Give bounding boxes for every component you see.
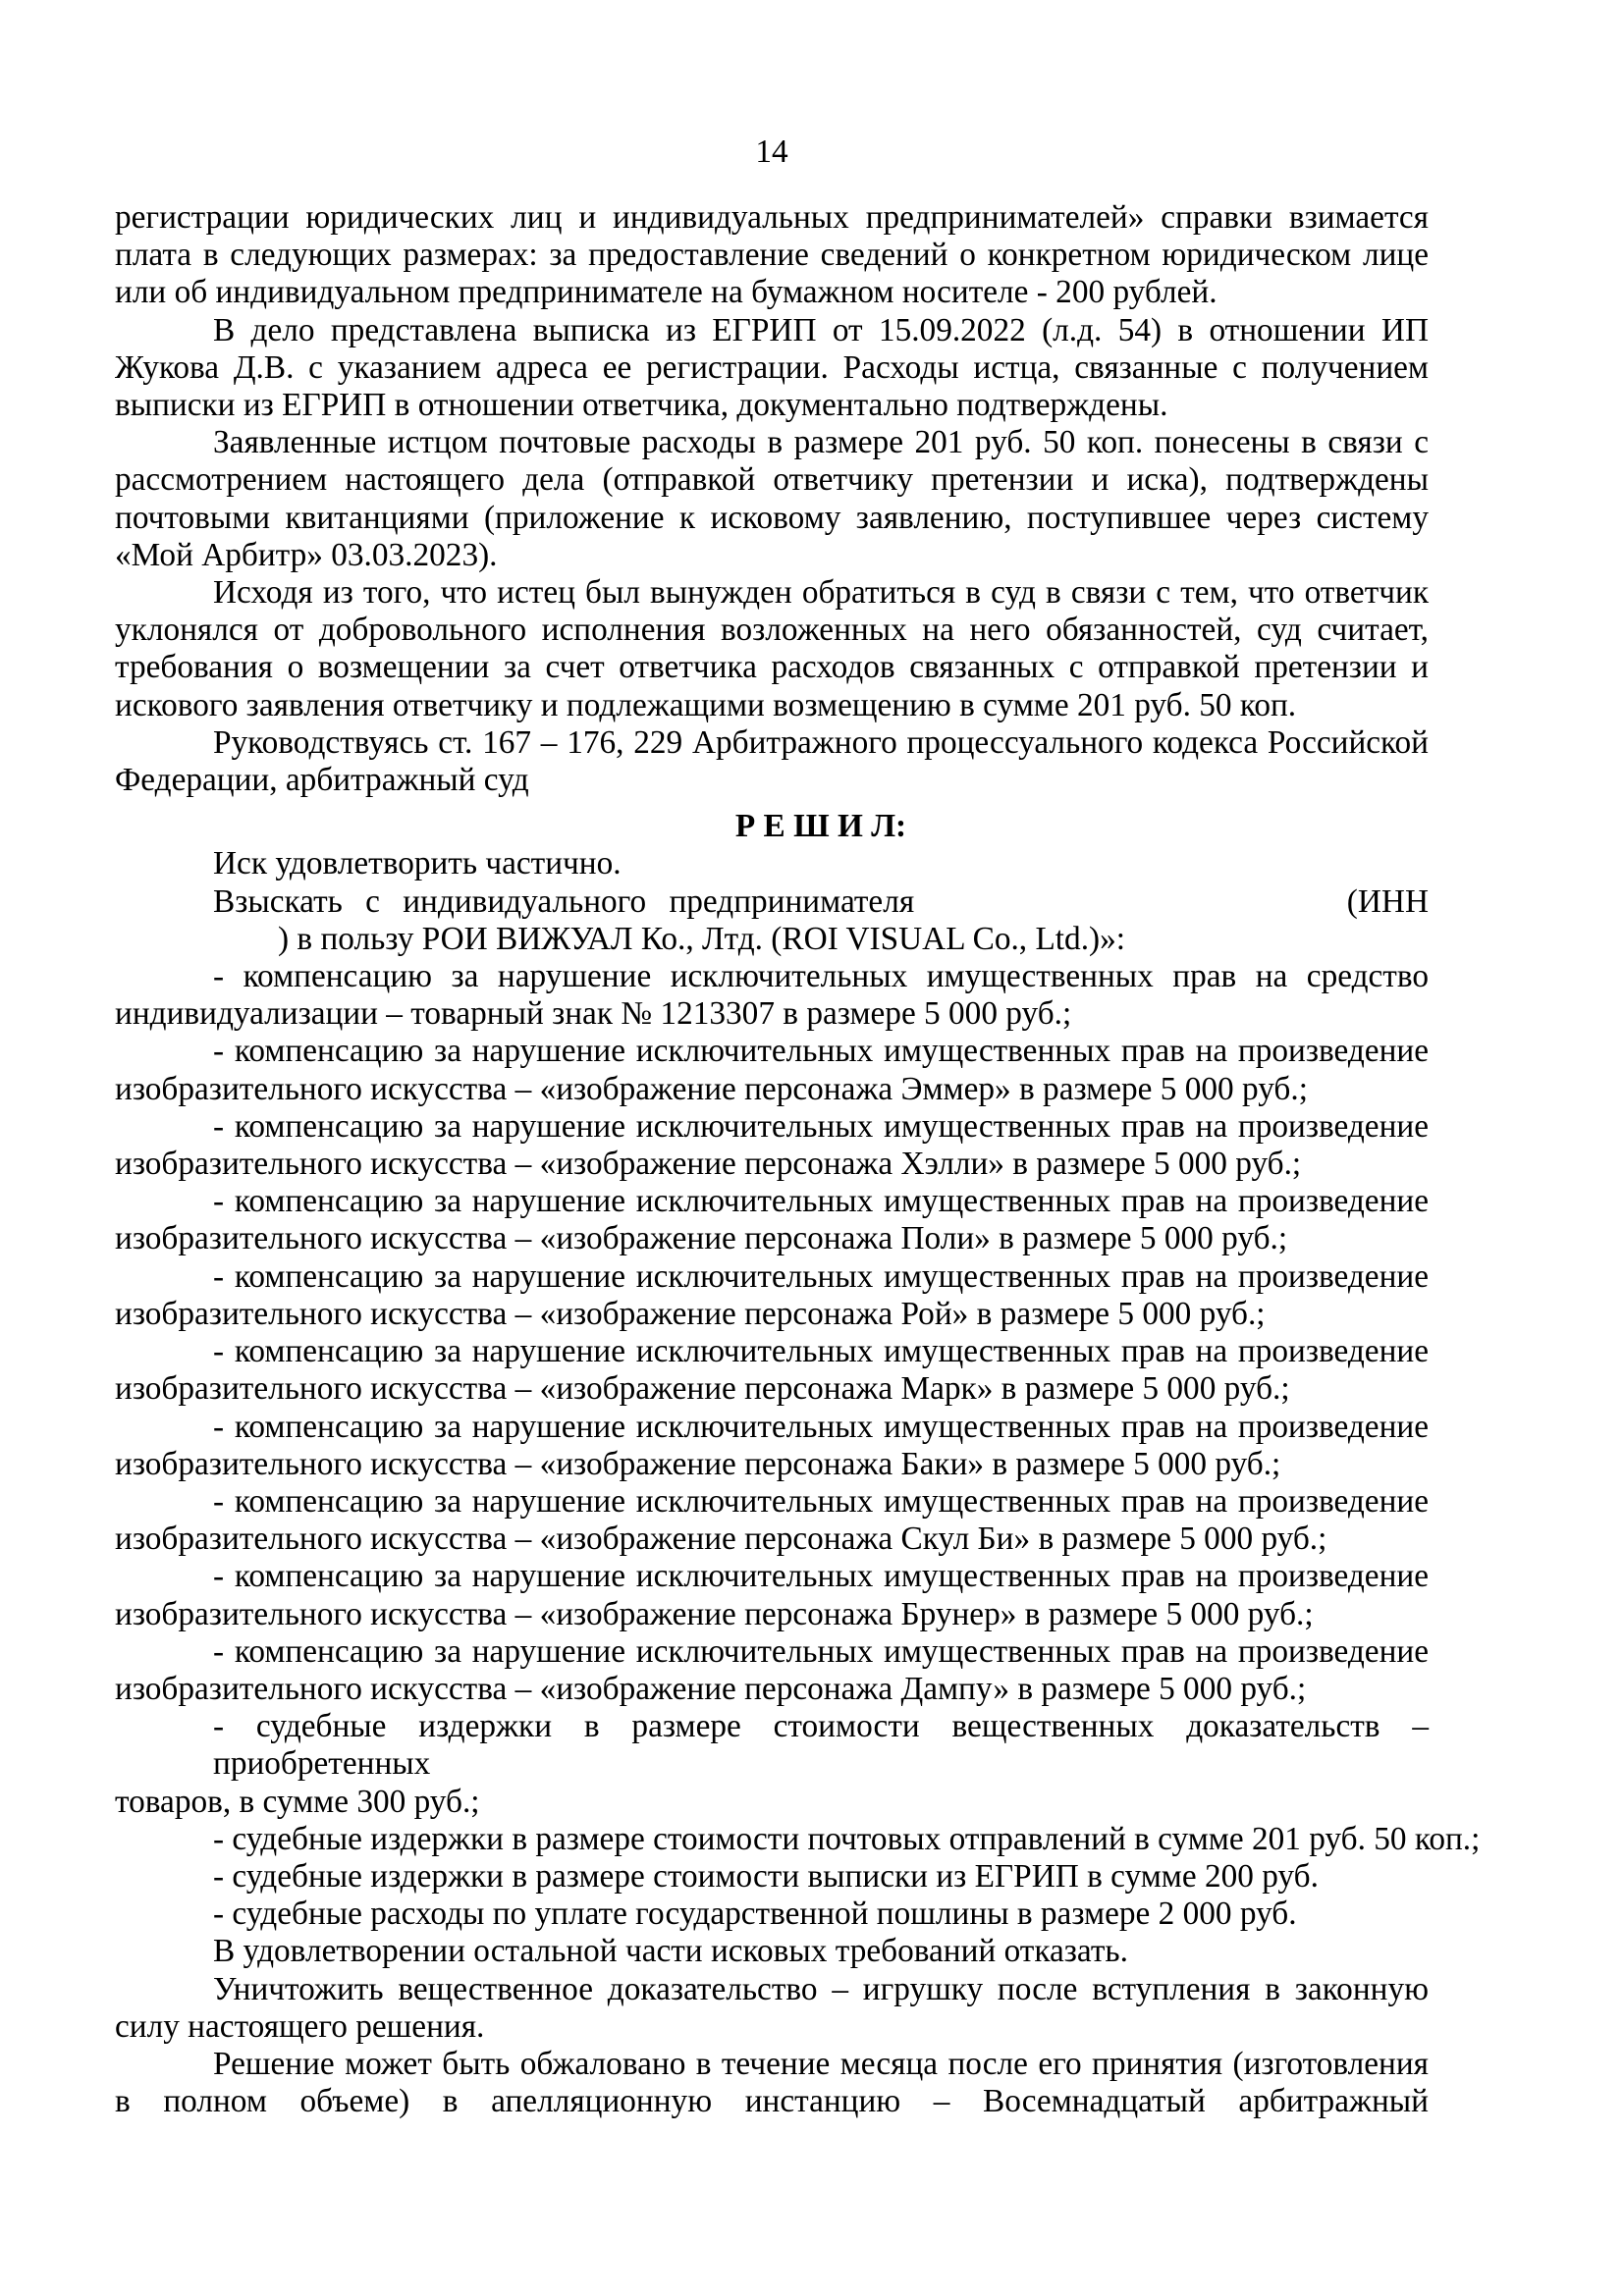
- text-line: уклонялся от добровольного исполнения возложенных на него обязанностей, суд считает,: [115, 612, 1429, 649]
- text-segment: (ИНН: [1346, 882, 1429, 920]
- text-line: Федерации, арбитражный суд: [115, 762, 529, 799]
- text-line: или об индивидуальном предпринимателе на бумажном носителе - 200 рублей.: [115, 274, 1217, 311]
- text-line: - компенсацию за нарушение исключительных имущественных прав на произведение: [213, 1632, 1429, 1670]
- text-line: изобразительного искусства – «изображение персонажа Эммер» в размере 5 000 руб.;: [115, 1070, 1308, 1107]
- text-line: Руководствуясь ст. 167 – 176, 229 Арбитражного процессуального кодекса Российской: [213, 723, 1429, 761]
- text-line: - судебные издержки в размере стоимости вещественных доказательств – приобретенных: [213, 1708, 1429, 1783]
- text-line: изобразительного искусства – «изображение персонажа Скул Би» в размере 5 000 руб.;: [115, 1521, 1327, 1558]
- text-line: В дело представлена выписка из ЕГРИП от 15.09.2022 (л.д. 54) в отношении ИП: [213, 311, 1429, 348]
- text-line: Заявленные истцом почтовые расходы в размере 201 руб. 50 коп. понесены в связи с: [213, 424, 1429, 461]
- text-line: в полном объеме) в апелляционную инстанцию – Восемнадцатый арбитражный: [115, 2083, 1429, 2120]
- text-line: - компенсацию за нарушение исключительных имущественных прав на произведение: [213, 1333, 1429, 1370]
- text-line: требования о возмещении за счет ответчика расходов связанных с отправкой претензии и: [115, 649, 1429, 686]
- text-line: выписки из ЕГРИП в отношении ответчика, документально подтверждены.: [115, 387, 1168, 424]
- text-line: - судебные расходы по уплате государственной пошлины в размере 2 000 руб.: [213, 1896, 1297, 1933]
- resolution-heading: Р Е Ш И Л:: [734, 808, 907, 845]
- page-number: 14: [755, 133, 788, 170]
- text-line: почтовыми квитанциями (приложение к исковому заявлению, поступившее через систему: [115, 499, 1429, 536]
- text-line: ) в пользу РОИ ВИЖУАЛ Ко., Лтд. (ROI VISUAL Co., Ltd.)»:: [278, 920, 1126, 957]
- text-line: Иск удовлетворить частично.: [213, 845, 622, 882]
- text-line: - компенсацию за нарушение исключительных имущественных прав на произведение: [213, 1033, 1429, 1070]
- text-line: Решение может быть обжаловано в течение месяца после его принятия (изготовления: [213, 2045, 1429, 2082]
- text-line: Уничтожить вещественное доказательство – игрушку после вступления в законную: [213, 1970, 1429, 2007]
- text-segment: Взыскать с индивидуального предпринимателя: [213, 882, 915, 920]
- text-line: - компенсацию за нарушение исключительных имущественных прав на произведение: [213, 1257, 1429, 1295]
- text-line: силу настоящего решения.: [115, 2007, 485, 2045]
- text-line: регистрации юридических лиц и индивидуальных предпринимателей» справки взимается: [115, 199, 1429, 236]
- text-line: Жукова Д.В. с указанием адреса ее регистрации. Расходы истца, связанные с получением: [115, 348, 1429, 386]
- text-line: изобразительного искусства – «изображение персонажа Хэлли» в размере 5 000 руб.;: [115, 1146, 1302, 1183]
- text-line: «Мой Арбитр» 03.03.2023).: [115, 536, 498, 573]
- text-line: изобразительного искусства – «изображение персонажа Брунер» в размере 5 000 руб.;: [115, 1595, 1314, 1632]
- text-line: - компенсацию за нарушение исключительных имущественных прав на произведение: [213, 1183, 1429, 1220]
- text-line: В удовлетворении остальной части исковых требований отказать.: [213, 1933, 1128, 1970]
- text-line: - компенсацию за нарушение исключительных имущественных прав на произведение: [213, 1558, 1429, 1595]
- text-line: - судебные издержки в размере стоимости почтовых отправлений в сумме 201 руб. 50 коп.;: [213, 1820, 1481, 1857]
- text-line: - компенсацию за нарушение исключительных имущественных прав на средство: [213, 958, 1429, 995]
- text-line: товаров, в сумме 300 руб.;: [115, 1783, 480, 1820]
- text-line: изобразительного искусства – «изображение персонажа Марк» в размере 5 000 руб.;: [115, 1370, 1290, 1408]
- text-line: - судебные издержки в размере стоимости выписки из ЕГРИП в сумме 200 руб.: [213, 1857, 1319, 1895]
- text-line: индивидуализации – товарный знак № 1213307 в размере 5 000 руб.;: [115, 995, 1072, 1033]
- text-line: изобразительного искусства – «изображение персонажа Дампу» в размере 5 000 руб.;: [115, 1670, 1307, 1707]
- text-line: искового заявления ответчику и подлежащими возмещению в сумме 201 руб. 50 коп.: [115, 686, 1297, 723]
- text-line: рассмотрением настоящего дела (отправкой ответчику претензии и иска), подтверждены: [115, 461, 1429, 499]
- text-line: - компенсацию за нарушение исключительных имущественных прав на произведение: [213, 1107, 1429, 1145]
- text-line: плата в следующих размерах: за предоставление сведений о конкретном юридическом лице: [115, 237, 1429, 274]
- text-line: изобразительного искусства – «изображение персонажа Рой» в размере 5 000 руб.;: [115, 1295, 1266, 1332]
- document-body: [115, 199, 1481, 2120]
- text-line: изобразительного искусства – «изображение персонажа Баки» в размере 5 000 руб.;: [115, 1445, 1281, 1482]
- text-line: Исходя из того, что истец был вынужден обратиться в суд в связи с тем, что ответчик: [213, 574, 1429, 612]
- text-line: [115, 883, 1429, 921]
- text-line: изобразительного искусства – «изображение персонажа Поли» в размере 5 000 руб.;: [115, 1220, 1288, 1257]
- text-line: - компенсацию за нарушение исключительных имущественных прав на произведение: [213, 1482, 1429, 1520]
- text-line: - компенсацию за нарушение исключительных имущественных прав на произведение: [213, 1408, 1429, 1445]
